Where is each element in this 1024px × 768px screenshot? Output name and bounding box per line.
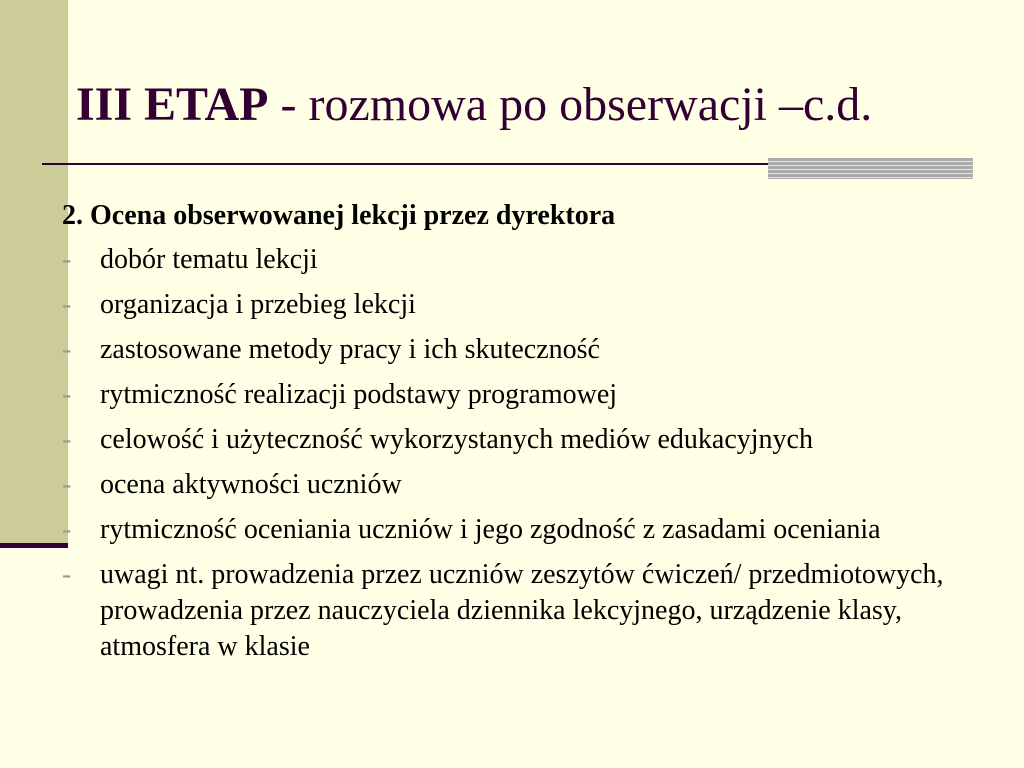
list-item-text: celowość i użyteczność wykorzystanych mediów edukacyjnych [100,424,813,455]
list-item [62,332,962,368]
dash-bullet: - [62,334,72,365]
list-item [62,422,962,458]
slide-title [76,76,872,134]
list-item [62,287,962,323]
title-bold-part: III ETAP [76,78,269,131]
left-decorative-band [0,0,68,545]
dash-bullet: - [62,514,72,545]
list-item [62,512,962,548]
content-heading: 2. Ocena obserwowanej lekcji przez dyrektora [62,200,616,231]
bullet-list [62,242,962,665]
list-item-text: ocena aktywności uczniów [100,469,402,500]
list-item-text: zastosowane metody pracy i ich skuteczność [100,334,600,365]
dash-bullet: - [62,424,72,455]
title-underline [42,163,770,165]
dash-bullet: - [62,289,72,320]
left-accent-bar [0,543,68,548]
title-rest-part: - rozmowa po obserwacji –c.d. [268,78,873,131]
dash-bullet: - [62,244,72,275]
list-item-text: uwagi nt. prowadzenia przez uczniów zeszytów ćwiczeń/ przedmiotowych, prowadzenia przez nauczyciela dziennika lekcyjnego, urządzenie klasy, atmosfera w klasie [100,559,944,662]
list-item-text: dobór tematu lekcji [100,244,318,275]
dash-bullet: - [62,469,72,500]
dash-bullet: - [62,379,72,410]
dash-bullet: - [62,559,72,590]
list-item [62,557,962,665]
title-accent-stripes [768,158,973,179]
list-item-text: organizacja i przebieg lekcji [100,289,416,320]
list-item [62,377,962,413]
slide-content [62,198,962,674]
list-item [62,467,962,503]
list-item-text: rytmiczność oceniania uczniów i jego zgodność z zasadami oceniania [100,514,881,545]
list-item [62,242,962,278]
list-item-text: rytmiczność realizacji podstawy programowej [100,379,618,410]
